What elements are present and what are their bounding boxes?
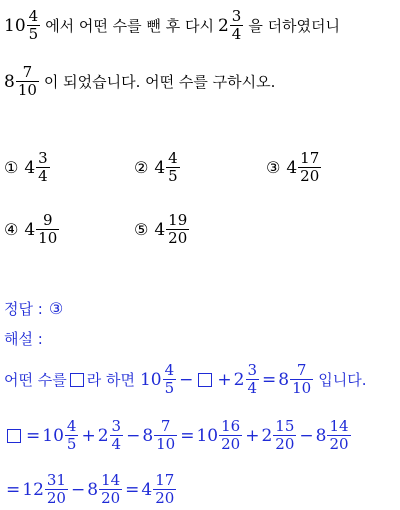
answer-value: ③: [48, 299, 64, 318]
equals-sign: =: [125, 479, 140, 500]
choice-1-fraction: [36, 150, 50, 185]
explanation-text-a: 어떤 수를: [4, 371, 67, 389]
eq3-term3-fraction: [153, 472, 176, 507]
plus-sign: +: [81, 425, 96, 446]
unknown-box: [198, 373, 212, 387]
explanation-line-1: [4, 362, 366, 397]
eq2-term3-whole: 8: [315, 425, 327, 446]
eq1-add-num: 3: [247, 361, 258, 379]
eq2-start-whole: 10: [42, 425, 64, 446]
start-fraction: [27, 8, 41, 43]
eq2-result-den: 10: [156, 435, 176, 453]
eq3-term2-fraction: [99, 472, 122, 507]
add-whole: 2: [217, 15, 229, 36]
choice-4[interactable]: [4, 212, 60, 247]
eq2-term2-fraction: [273, 418, 296, 453]
eq2-result-num: 7: [160, 417, 171, 435]
eq3-term1-whole: 12: [22, 479, 44, 500]
choice-2-whole: 4: [154, 157, 166, 178]
eq2-start-num: 4: [66, 417, 77, 435]
eq3-term3-whole: 4: [141, 479, 153, 500]
result-whole: 8: [4, 71, 15, 92]
problem-line-2: [4, 64, 275, 99]
choice-2[interactable]: [134, 150, 181, 185]
choice-1-numerator: 3: [38, 149, 48, 167]
choice-3-numerator: 17: [300, 149, 320, 167]
eq2-term2-den: 20: [275, 435, 295, 453]
eq3-term3-den: 20: [155, 489, 175, 507]
eq1-start-den: 5: [164, 379, 175, 397]
eq1-result-whole: 8: [278, 369, 290, 390]
result-fraction: [16, 64, 39, 99]
explanation-line-2: [4, 418, 352, 453]
choice-5-whole: 4: [154, 219, 166, 240]
eq3-term3-num: 17: [155, 471, 175, 489]
eq1-result-fraction: [290, 362, 313, 397]
unknown-box: [70, 373, 84, 387]
eq2-add-num: 3: [111, 417, 122, 435]
eq3-term2-num: 14: [101, 471, 121, 489]
eq2-term3-den: 20: [329, 435, 349, 453]
eq2-start-fraction: [65, 418, 79, 453]
choice-3-fraction: [298, 150, 321, 185]
choice-4-mark: ④: [4, 220, 19, 239]
eq1-add-fraction: [246, 362, 260, 397]
eq3-term1-den: 20: [46, 489, 66, 507]
eq1-start-num: 4: [164, 361, 175, 379]
choice-3-denominator: 20: [300, 167, 320, 185]
explanation-label-line: [4, 328, 43, 349]
choice-3-whole: 4: [286, 157, 298, 178]
problem-text-3: 이 되었습니다. 어떤 수를 구하시오.: [43, 73, 276, 91]
eq2-term3-num: 14: [329, 417, 349, 435]
eq2-start-den: 5: [66, 435, 77, 453]
choice-4-denominator: 10: [38, 229, 58, 247]
start-numerator: 4: [28, 7, 39, 25]
eq3-term2-whole: 8: [87, 479, 99, 500]
eq2-term3-fraction: [327, 418, 350, 453]
choice-4-fraction: [36, 212, 59, 247]
eq1-add-den: 4: [247, 379, 258, 397]
eq2-result-whole: 8: [142, 425, 154, 446]
explanation-label: 해설 :: [4, 330, 43, 348]
choice-2-fraction: [166, 150, 180, 185]
eq2-term2-num: 15: [275, 417, 295, 435]
eq2-add-whole: 2: [97, 425, 109, 446]
eq3-term1-fraction: [45, 472, 68, 507]
eq2-term1-num: 16: [221, 417, 241, 435]
choice-1-denominator: 4: [38, 167, 48, 185]
add-denominator: 4: [231, 25, 242, 43]
explanation-text-c: 입니다.: [318, 371, 367, 389]
equals-sign: =: [26, 425, 41, 446]
answer-label: 정답 :: [4, 300, 43, 318]
choice-5-fraction: [166, 212, 189, 247]
choice-1-whole: 4: [24, 157, 36, 178]
equals-sign: =: [6, 479, 21, 500]
choice-2-denominator: 5: [168, 167, 178, 185]
eq2-term1-fraction: [219, 418, 242, 453]
equals-sign: =: [180, 425, 195, 446]
start-denominator: 5: [28, 25, 39, 43]
result-numerator: 7: [22, 63, 33, 81]
eq2-term1-whole: 10: [196, 425, 219, 446]
choice-5[interactable]: [134, 212, 190, 247]
choice-4-whole: 4: [24, 219, 36, 240]
explanation-line-3: [4, 472, 177, 507]
problem-text-2: 을 더하였더니: [248, 17, 341, 35]
eq2-add-den: 4: [111, 435, 122, 453]
choice-1-mark: ①: [4, 158, 19, 177]
problem-text-1: 에서 어떤 수를 뺀 후 다시: [45, 17, 214, 35]
eq2-term2-whole: 2: [261, 425, 273, 446]
equals-sign: =: [262, 369, 277, 390]
eq3-term1-num: 31: [46, 471, 66, 489]
start-whole: 10: [4, 15, 26, 36]
eq2-term1-den: 20: [221, 435, 241, 453]
minus-sign: −: [179, 369, 194, 390]
eq1-add-whole: 2: [233, 369, 245, 390]
eq2-add-fraction: [110, 418, 124, 453]
choice-3-mark: ③: [266, 158, 281, 177]
eq1-result-den: 10: [292, 379, 312, 397]
problem-line-1: [4, 8, 340, 43]
answer-line: [4, 298, 69, 319]
eq1-start-whole: 10: [139, 369, 162, 390]
minus-sign: −: [126, 425, 141, 446]
explanation-text-b: 라 하면: [86, 371, 135, 389]
choice-2-numerator: 4: [168, 149, 178, 167]
eq2-result-fraction: [154, 418, 177, 453]
result-denominator: 10: [17, 81, 37, 99]
choice-5-numerator: 19: [168, 211, 188, 229]
choice-2-mark: ②: [134, 158, 149, 177]
eq3-term2-den: 20: [101, 489, 121, 507]
choice-5-mark: ⑤: [134, 220, 149, 239]
unknown-box: [7, 429, 21, 443]
choice-5-denominator: 20: [168, 229, 188, 247]
plus-sign: +: [217, 369, 232, 390]
eq1-start-fraction: [163, 362, 177, 397]
eq1-result-num: 7: [296, 361, 307, 379]
choice-3[interactable]: [266, 150, 322, 185]
plus-sign: +: [245, 425, 260, 446]
add-numerator: 3: [231, 7, 242, 25]
add-fraction: [230, 8, 244, 43]
choice-4-numerator: 9: [42, 211, 53, 229]
minus-sign: −: [70, 479, 86, 500]
minus-sign: −: [299, 425, 314, 446]
choice-1[interactable]: [4, 150, 51, 185]
